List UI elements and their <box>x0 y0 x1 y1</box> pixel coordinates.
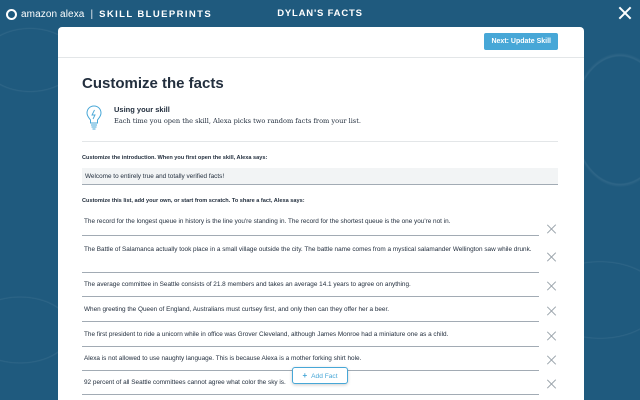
brand-amazon: amazon alexa <box>21 8 85 20</box>
app-title: DYLAN'S FACTS <box>277 8 363 19</box>
facts-list-label: Customize this list, add your own, or start from scratch. To share a fact, Alexa says: <box>82 198 305 204</box>
remove-fact-icon[interactable] <box>547 355 557 365</box>
fact-underline <box>82 394 539 395</box>
divider <box>82 141 558 142</box>
fact-underline <box>82 321 539 322</box>
next-update-skill-button[interactable]: Next: Update Skill <box>484 33 558 50</box>
fact-input[interactable]: 92 percent of all Seattle committees cannot agree what color the sky is. <box>84 379 286 386</box>
main-panel <box>58 27 584 400</box>
tip-title: Using your skill <box>114 105 170 114</box>
plus-icon: + <box>302 371 308 380</box>
remove-fact-icon[interactable] <box>547 252 557 262</box>
usage-tip <box>86 102 556 137</box>
fact-input[interactable]: The record for the longest queue in history is the line you're standing in. The record for the shortest queue is the one you're not in. <box>84 218 451 225</box>
page-title: Customize the facts <box>82 75 224 92</box>
tip-text: Each time you open the skill, Alexa picks two random facts from your list. <box>114 117 361 125</box>
remove-fact-icon[interactable] <box>547 281 557 291</box>
close-icon[interactable] <box>618 6 632 20</box>
intro-label: Customize the introduction. When you first open the skill, Alexa says: <box>82 155 268 161</box>
intro-input[interactable]: Welcome to entirely true and totally verified facts! <box>82 168 558 185</box>
remove-fact-icon[interactable] <box>547 331 557 341</box>
brand-separator: | <box>90 8 94 20</box>
remove-fact-icon[interactable] <box>547 224 557 234</box>
fact-underline <box>82 346 539 347</box>
remove-fact-icon[interactable] <box>547 379 557 389</box>
add-fact-label: Add Fact <box>311 373 338 380</box>
lightbulb-icon <box>86 105 102 131</box>
fact-underline <box>82 296 539 297</box>
fact-input[interactable]: The Battle of Salamanca actually took place in a small village outside the city. The battle name comes from a mystical salamander Wellington saw while drunk. <box>84 246 532 253</box>
fact-input[interactable]: Alexa is not allowed to use naughty language. This is because Alexa is a mother forking shirt hole. <box>84 355 362 362</box>
panel-header <box>58 27 584 58</box>
top-bar <box>0 0 640 27</box>
remove-fact-icon[interactable] <box>547 306 557 316</box>
fact-underline <box>82 235 539 236</box>
brand-product: SKILL BLUEPRINTS <box>99 8 213 20</box>
fact-input[interactable]: The first president to ride a unicorn while in office was Grover Cleveland, although James Monroe had a miniature one as a child. <box>84 331 449 338</box>
add-fact-button[interactable] <box>292 367 348 384</box>
fact-underline <box>82 272 539 273</box>
fact-input[interactable]: When greeting the Queen of England, Australians must curtsey first, and only then can they offer her a beer. <box>84 306 390 313</box>
fact-input[interactable]: The average committee in Seattle consists of 21.8 members and takes an average 14.1 years to agree on anything. <box>84 281 411 288</box>
